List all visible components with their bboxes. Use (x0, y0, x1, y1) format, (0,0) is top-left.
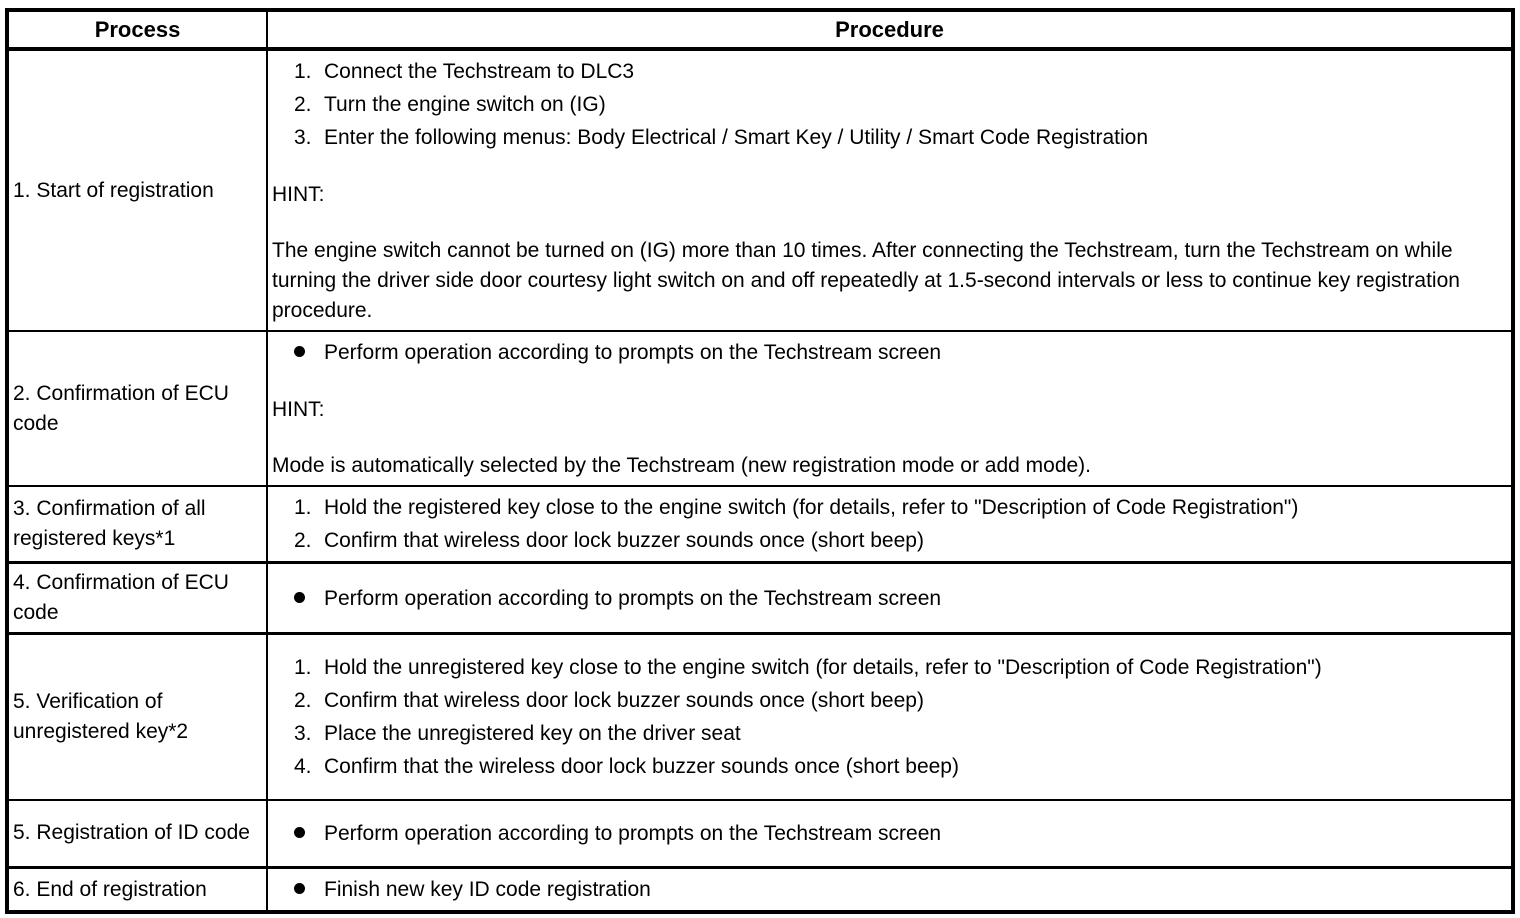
procedure-cell (267, 800, 1513, 868)
list-item (272, 750, 1507, 783)
process-cell: 6. End of registration (7, 868, 267, 913)
list-item (272, 336, 1507, 369)
list-item (272, 88, 1507, 121)
process-cell: 5. Registration of ID code (7, 800, 267, 868)
column-header-process: Process (7, 10, 267, 49)
numbered-list (272, 55, 1507, 154)
bullet-dot-icon (294, 883, 305, 894)
bullet-list (272, 582, 1507, 615)
table-row (7, 800, 1513, 868)
table-row (7, 49, 1513, 331)
procedure-cell (267, 868, 1513, 913)
list-item (272, 491, 1507, 524)
bullet-icon (294, 582, 324, 615)
bullet-list (272, 817, 1507, 850)
list-number: 2. (294, 93, 312, 116)
procedure-cell (267, 331, 1513, 486)
list-item-text: Connect the Techstream to DLC3 (324, 60, 635, 83)
list-item-text: Turn the engine switch on (IG) (324, 93, 606, 116)
procedure-cell (267, 486, 1513, 563)
list-item-text: Place the unregistered key on the driver seat (324, 721, 741, 745)
list-item (272, 873, 1507, 906)
list-item-text: Confirm that the wireless door lock buzzer sounds once (short beep) (324, 754, 959, 778)
list-number: 1. (294, 60, 312, 83)
list-item (272, 817, 1507, 850)
list-item-text: Enter the following menus: Body Electrical / Smart Key / Utility / Smart Code Registration (324, 126, 1148, 149)
process-cell: 1. Start of registration (7, 49, 267, 331)
list-item-text: Perform operation according to prompts on the Techstream screen (324, 821, 942, 845)
hint-label: HINT: (272, 183, 325, 206)
process-cell: 2. Confirmation of ECU code (7, 331, 267, 486)
bullet-icon (294, 873, 324, 906)
procedure-cell (267, 563, 1513, 634)
table-row (7, 563, 1513, 634)
list-number: 2. (294, 688, 312, 712)
procedure-cell (267, 49, 1513, 331)
list-item (272, 684, 1507, 717)
process-cell: 3. Confirmation of all registered keys*1 (7, 486, 267, 563)
registration-procedure-table (5, 8, 1515, 914)
bullet-dot-icon (294, 346, 305, 357)
list-number: 1. (294, 655, 312, 679)
list-item (272, 582, 1507, 615)
list-number: 3. (294, 126, 312, 149)
list-item-text: Hold the unregistered key close to the engine switch (for details, refer to "Description of Code Registration") (324, 655, 1322, 679)
list-item (272, 121, 1507, 154)
list-item (272, 524, 1507, 557)
hint-text: The engine switch cannot be turned on (IG) more than 10 times. After connecting the Techstream, turn the Techstream on while turning the driver side door courtesy light switch on and off repeatedly at 1.5-second intervals or less to continue key registration procedure. (272, 239, 1460, 322)
process-cell: 4. Confirmation of ECU code (7, 563, 267, 634)
numbered-list (272, 651, 1507, 783)
list-number: 1. (294, 496, 312, 519)
list-number: 4. (294, 754, 312, 778)
list-item-text: Hold the registered key close to the engine switch (for details, refer to "Description of Code Registration") (324, 496, 1299, 519)
procedure-cell (267, 634, 1513, 800)
table-row (7, 486, 1513, 563)
list-item (272, 717, 1507, 750)
table-row (7, 331, 1513, 486)
column-header-procedure: Procedure (267, 10, 1513, 49)
table-header-row (7, 10, 1513, 49)
table-row (7, 634, 1513, 800)
list-item-text: Perform operation according to prompts on the Techstream screen (324, 586, 942, 610)
bullet-icon (294, 817, 324, 850)
list-item-text: Confirm that wireless door lock buzzer sounds once (short beep) (324, 529, 924, 552)
bullet-dot-icon (294, 827, 305, 838)
bullet-dot-icon (294, 592, 305, 603)
hint-text: Mode is automatically selected by the Techstream (new registration mode or add mode). (272, 454, 1092, 477)
list-item (272, 651, 1507, 684)
list-number: 2. (294, 529, 312, 552)
bullet-list (272, 873, 1507, 906)
bullet-list (272, 336, 1507, 369)
list-item-text: Confirm that wireless door lock buzzer sounds once (short beep) (324, 688, 924, 712)
list-item (272, 55, 1507, 88)
table-row (7, 868, 1513, 913)
list-number: 3. (294, 721, 312, 745)
list-item-text: Perform operation according to prompts on the Techstream screen (324, 341, 942, 364)
numbered-list (272, 491, 1507, 557)
hint-label: HINT: (272, 398, 325, 421)
list-item-text: Finish new key ID code registration (324, 878, 651, 901)
bullet-icon (294, 336, 324, 369)
process-cell: 5. Verification of unregistered key*2 (7, 634, 267, 800)
